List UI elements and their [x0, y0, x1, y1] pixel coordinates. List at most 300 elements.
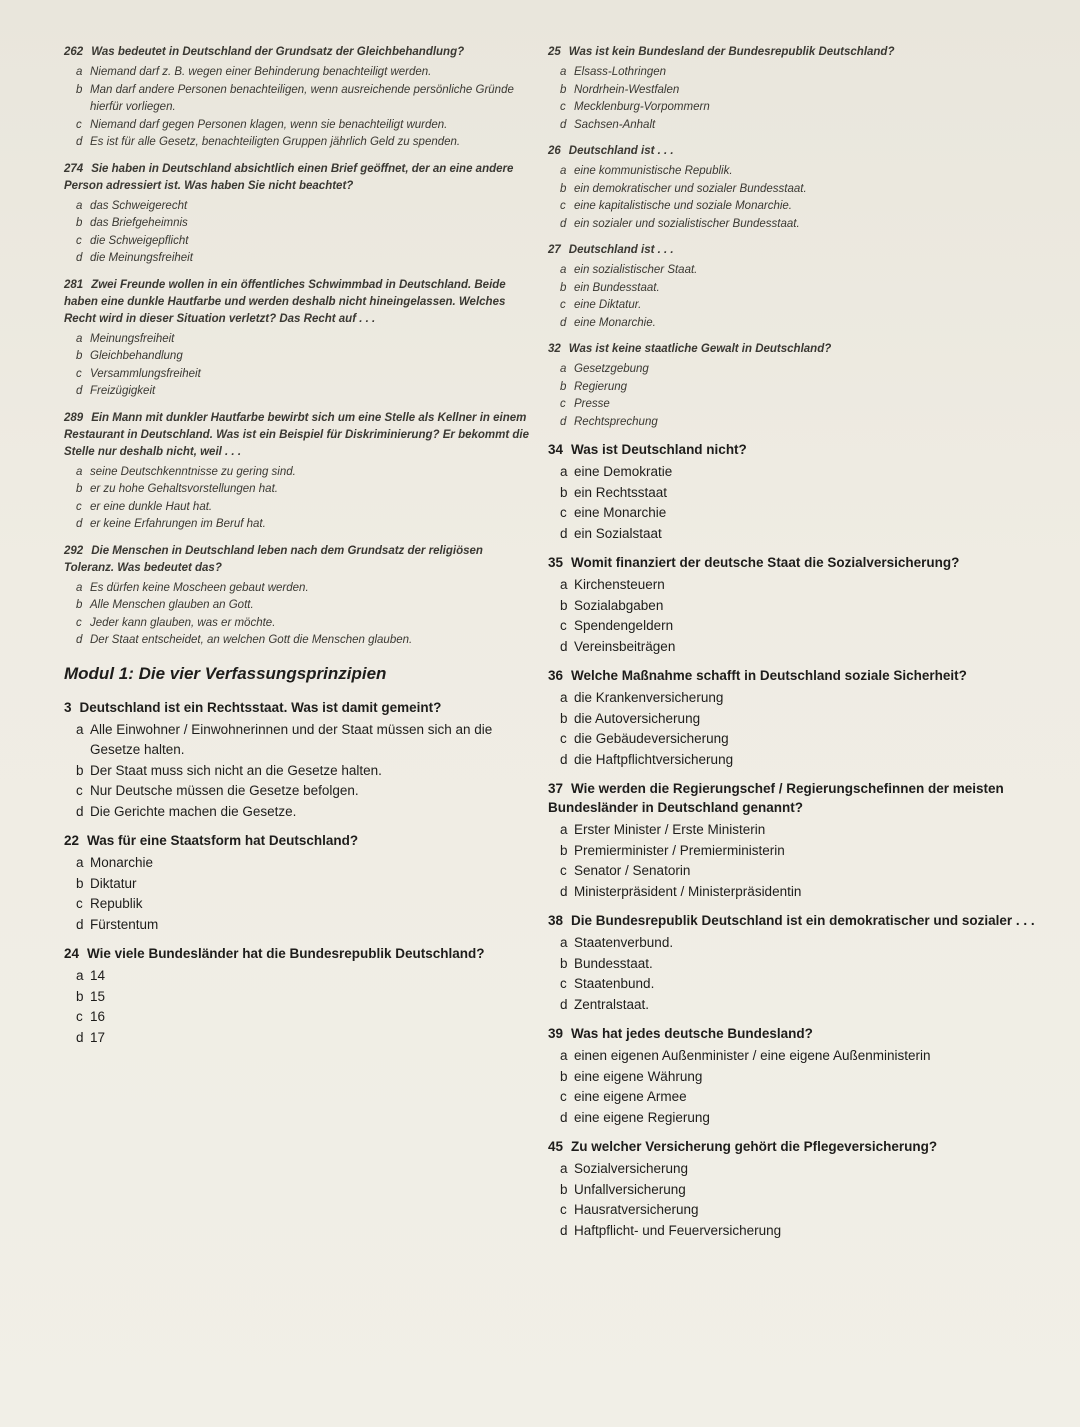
option-text: Haftpflicht- und Feuerversicherung	[574, 1222, 782, 1238]
question-block-38	[548, 911, 1048, 1015]
option-letter: d	[76, 916, 84, 932]
option-text: Republik	[90, 896, 143, 911]
option-text: Zentralstaat.	[574, 996, 650, 1012]
question-label: Deutschland ist . . .	[568, 244, 674, 256]
module-title: Modul 1: Die vier Verfassungsprinzipien	[64, 663, 387, 683]
option-letter: d	[560, 217, 567, 230]
option-letter: c	[560, 101, 566, 113]
question-text	[64, 410, 534, 461]
option-letter: a	[560, 66, 567, 78]
answer-option-d	[560, 637, 1048, 658]
question-label: Zu welcher Versicherung gehört die Pflegeversicherung?	[571, 1139, 938, 1154]
option-text: Gesetzgebung	[574, 363, 649, 375]
question-label: Was bedeutet in Deutschland der Grundsatz der Gleichbehandlung?	[91, 46, 465, 58]
option-letter: c	[76, 118, 82, 131]
option-letter: d	[560, 883, 568, 899]
answer-option-c	[560, 1087, 1048, 1108]
option-letter: c	[76, 1009, 83, 1024]
question-block-36	[548, 666, 1048, 770]
answer-option-b	[76, 987, 534, 1008]
option-letter: a	[560, 690, 568, 705]
option-letter: d	[560, 1222, 568, 1238]
answer-option-b	[560, 596, 1048, 617]
option-letter: c	[560, 1202, 567, 1217]
question-label: Welche Maßnahme schafft in Deutschland soziale Sicherheit?	[571, 668, 967, 683]
answer-option-d	[560, 882, 1048, 903]
option-text: Rechtsprechung	[574, 415, 658, 428]
question-label: Was für eine Staatsform hat Deutschland?	[87, 833, 359, 848]
option-text: die Autoversicherung	[574, 710, 701, 726]
option-letter: a	[76, 332, 83, 345]
option-letter: a	[560, 264, 567, 276]
question-text	[548, 44, 1048, 61]
question-number: 37	[548, 781, 564, 796]
answer-option-c	[76, 117, 534, 135]
question-text	[548, 666, 1048, 685]
answer-option-c	[76, 233, 534, 251]
question-label: Wie viele Bundesländer hat die Bundesrepublik Deutschland?	[87, 946, 485, 961]
option-text: ein sozialer und sozialistischer Bundesstaat.	[574, 217, 800, 230]
question-label: Wie werden die Regierungschef / Regierungschefinnen der meisten Bundesländer in Deutschland genannt?	[548, 781, 1004, 815]
option-text: das Briefgeheimnis	[90, 217, 188, 229]
question-text	[548, 341, 1048, 358]
option-letter: a	[76, 721, 84, 737]
answer-option-b	[560, 280, 1048, 298]
question-block-274	[64, 161, 534, 268]
option-letter: c	[76, 234, 82, 247]
option-letter: a	[76, 199, 83, 212]
right-column	[548, 44, 1048, 1250]
option-letter: a	[560, 165, 567, 177]
answer-option-b	[560, 1180, 1048, 1201]
option-text: eine eigene Regierung	[574, 1109, 710, 1125]
option-letter: a	[560, 363, 567, 375]
question-text	[64, 277, 534, 328]
question-number: 281	[64, 278, 84, 291]
question-number: 35	[548, 555, 564, 570]
answer-option-d	[76, 250, 534, 268]
option-letter: b	[560, 597, 568, 613]
option-letter: b	[76, 83, 83, 96]
option-letter: d	[560, 751, 568, 767]
question-number: 39	[548, 1026, 564, 1041]
option-letter: c	[560, 618, 567, 633]
question-block-292	[64, 543, 534, 650]
question-block-32	[548, 341, 1048, 431]
option-letter: d	[76, 136, 83, 148]
answer-option-b	[560, 954, 1048, 975]
option-letter: b	[560, 955, 568, 971]
answer-option-b	[76, 597, 534, 615]
answer-option-c	[560, 729, 1048, 750]
question-block-25	[548, 44, 1048, 134]
option-letter: b	[76, 875, 84, 891]
question-text	[548, 553, 1048, 572]
answer-option-c	[76, 894, 534, 915]
option-text: Versammlungsfreiheit	[90, 367, 201, 380]
answer-option-c	[560, 99, 1048, 117]
option-text: Ministerpräsident / Ministerpräsidentin	[574, 883, 802, 899]
option-text: Der Staat entscheidet, an welchen Gott die Menschen glauben.	[90, 634, 413, 646]
option-text: Mecklenburg-Vorpommern	[574, 101, 710, 113]
answer-option-d	[76, 134, 534, 152]
option-text: Man darf andere Personen benachteiligen, wenn ausreichende persönliche Gründe hierfür vorliegen.	[90, 83, 514, 113]
answer-option-a	[560, 361, 1048, 379]
option-text: Niemand darf z. B. wegen einer Behinderung benachteiligt werden.	[90, 66, 432, 78]
question-number: 25	[548, 46, 561, 58]
question-text	[548, 911, 1048, 930]
answer-option-d	[560, 117, 1048, 135]
answer-option-c	[560, 1200, 1048, 1221]
option-letter: a	[76, 465, 83, 478]
question-block-24	[64, 944, 534, 1048]
option-letter: d	[560, 415, 567, 428]
question-block-37	[548, 779, 1048, 902]
option-text: Senator / Senatorin	[574, 863, 691, 878]
question-label: Ein Mann mit dunkler Hautfarbe bewirbt sich um eine Stelle als Kellner in einem Restaurant in Deutschland. Was ist ein Beispiel für Diskriminierung? Er bekommt die Stelle nur deshalb nicht, weil . . .	[64, 411, 530, 458]
question-number: 292	[64, 544, 84, 557]
option-letter: c	[560, 299, 566, 311]
question-label: Die Menschen in Deutschland leben nach dem Grundsatz der religiösen Toleranz. Was bedeutet das?	[64, 544, 483, 574]
answer-option-c	[560, 616, 1048, 637]
question-block-281	[64, 277, 534, 401]
answer-option-d	[76, 802, 534, 823]
option-text: Vereinsbeiträgen	[574, 638, 676, 654]
option-text: Es ist für alle Gesetz, benachteiligten Gruppen jährlich Geld zu spenden.	[90, 136, 461, 148]
option-letter: d	[76, 518, 83, 530]
answer-option-a	[76, 464, 534, 482]
option-letter: a	[76, 581, 83, 594]
option-text: eine Monarchie.	[574, 316, 656, 329]
option-letter: d	[76, 634, 83, 646]
option-text: eine eigene Armee	[574, 1089, 687, 1104]
option-text: 17	[90, 1029, 106, 1045]
answer-option-b	[560, 483, 1048, 504]
option-text: Jeder kann glauben, was er möchte.	[90, 616, 276, 629]
option-text: ein Rechtsstaat	[574, 484, 668, 500]
question-block-289	[64, 410, 534, 534]
answer-option-a	[76, 64, 534, 82]
answer-option-c	[560, 297, 1048, 315]
option-text: 15	[90, 988, 106, 1004]
question-label: Deutschland ist . . .	[568, 145, 674, 157]
answer-option-a	[560, 1159, 1048, 1180]
answer-option-d	[76, 516, 534, 534]
option-letter: a	[76, 855, 84, 870]
option-text: Presse	[574, 398, 610, 410]
option-letter: b	[76, 988, 84, 1004]
option-text: Sozialversicherung	[574, 1161, 689, 1176]
option-letter: c	[76, 616, 82, 629]
option-letter: d	[560, 996, 568, 1012]
option-text: die Schweigepflicht	[90, 234, 189, 247]
option-letter: d	[76, 803, 84, 819]
answer-option-b	[76, 481, 534, 499]
answer-option-a	[560, 163, 1048, 181]
option-text: ein demokratischer und sozialer Bundesstaat.	[574, 182, 807, 195]
option-letter: c	[76, 783, 83, 798]
option-text: Spendengeldern	[574, 618, 674, 633]
answer-option-a	[560, 64, 1048, 82]
option-letter: a	[560, 1048, 568, 1063]
question-label: Womit finanziert der deutsche Staat die Sozialversicherung?	[571, 555, 960, 570]
question-label: Was ist kein Bundesland der Bundesrepublik Deutschland?	[568, 46, 895, 58]
question-number: 32	[548, 343, 561, 355]
question-label: Die Bundesrepublik Deutschland ist ein demokratischer und sozialer . . .	[571, 913, 1035, 928]
option-text: Nordrhein-Westfalen	[574, 83, 680, 96]
answer-option-a	[76, 720, 534, 761]
answer-option-b	[76, 215, 534, 233]
option-text: Alle Einwohner / Einwohnerinnen und der Staat müssen sich an die Gesetze halten.	[90, 721, 493, 757]
answer-option-d	[560, 1108, 1048, 1129]
option-letter: a	[76, 968, 84, 983]
option-letter: b	[76, 599, 83, 611]
option-text: einen eigenen Außenminister / eine eigene Außenministerin	[574, 1048, 931, 1063]
answer-option-a	[76, 853, 534, 874]
question-number: 289	[64, 411, 84, 424]
question-number: 27	[548, 244, 561, 256]
question-label: Sie haben in Deutschland absichtlich einen Brief geöffnet, der an eine andere Person adressiert ist. Was haben Sie nicht beachtet?	[64, 162, 514, 192]
option-text: Staatenbund.	[574, 976, 655, 991]
answer-option-a	[560, 575, 1048, 596]
option-text: er zu hohe Gehaltsvorstellungen hat.	[90, 483, 278, 495]
option-letter: a	[560, 577, 568, 592]
answer-option-a	[560, 820, 1048, 841]
answer-option-c	[76, 615, 534, 633]
question-number: 45	[548, 1139, 564, 1154]
option-text: eine Monarchie	[574, 505, 667, 520]
answer-option-d	[560, 1221, 1048, 1242]
option-letter: d	[76, 1029, 84, 1045]
answer-option-a	[560, 688, 1048, 709]
option-letter: d	[76, 252, 83, 264]
option-text: 14	[90, 968, 106, 983]
answer-option-a	[76, 966, 534, 987]
question-number: 262	[64, 46, 84, 58]
answer-option-c	[560, 198, 1048, 216]
question-number: 274	[64, 162, 84, 175]
answer-option-c	[76, 499, 534, 517]
option-text: Hausratversicherung	[574, 1202, 699, 1217]
option-text: Kirchensteuern	[574, 577, 665, 592]
question-block-35	[548, 553, 1048, 657]
answer-option-b	[560, 82, 1048, 100]
option-text: Meinungsfreiheit	[90, 332, 175, 345]
question-text	[64, 944, 534, 963]
question-text	[64, 543, 534, 577]
question-text	[548, 1024, 1048, 1043]
option-text: ein Sozialstaat	[574, 525, 662, 541]
option-letter: a	[76, 66, 83, 78]
option-text: Regierung	[574, 380, 628, 393]
answer-option-d	[560, 750, 1048, 771]
question-text	[548, 242, 1048, 259]
option-text: die Krankenversicherung	[574, 690, 724, 705]
option-letter: b	[560, 83, 567, 96]
question-block-27	[548, 242, 1048, 332]
option-letter: d	[76, 385, 83, 397]
question-label: Deutschland ist ein Rechtsstaat. Was ist damit gemeint?	[79, 699, 442, 715]
answer-option-c	[560, 396, 1048, 414]
option-letter: a	[560, 935, 568, 950]
answer-option-d	[560, 315, 1048, 333]
answer-option-a	[560, 462, 1048, 483]
option-text: eine eigene Währung	[574, 1068, 703, 1084]
option-letter: b	[560, 842, 568, 858]
option-letter: b	[560, 182, 567, 195]
question-block-26	[548, 143, 1048, 233]
option-text: Elsass-Lothringen	[574, 66, 667, 78]
answer-option-a	[76, 198, 534, 216]
option-text: Diktatur	[90, 875, 137, 891]
option-letter: d	[560, 118, 567, 131]
option-text: die Haftpflichtversicherung	[574, 751, 734, 767]
question-number: 36	[548, 668, 564, 683]
option-text: Der Staat muss sich nicht an die Gesetze halten.	[90, 762, 382, 778]
question-text	[64, 698, 534, 717]
question-number: 38	[548, 913, 564, 928]
answer-option-b	[76, 82, 534, 117]
option-text: er keine Erfahrungen im Beruf hat.	[90, 518, 266, 530]
option-letter: b	[560, 380, 567, 393]
question-block-34	[548, 440, 1048, 544]
answer-option-c	[560, 503, 1048, 524]
answer-option-b	[560, 181, 1048, 199]
answer-option-c	[76, 366, 534, 384]
option-text: die Meinungsfreiheit	[90, 252, 193, 264]
option-text: eine Demokratie	[574, 464, 673, 479]
option-text: Alle Menschen glauben an Gott.	[90, 599, 254, 611]
option-text: Fürstentum	[90, 916, 159, 932]
question-number: 24	[64, 946, 80, 961]
option-text: die Gebäudeversicherung	[574, 731, 729, 746]
option-letter: d	[560, 525, 568, 541]
option-text: Sachsen-Anhalt	[574, 118, 656, 131]
answer-option-d	[76, 915, 534, 936]
question-label: Zwei Freunde wollen in ein öffentliches Schwimmbad in Deutschland. Beide haben eine dunkle Hautfarbe und werden deshalb nicht hineingelassen. Welches Recht wird in dieser Situation verletzt? Das Recht auf . . .	[64, 278, 506, 325]
option-text: Sozialabgaben	[574, 597, 664, 613]
answer-option-d	[560, 216, 1048, 234]
question-text	[548, 779, 1048, 817]
option-letter: d	[560, 638, 568, 654]
option-letter: b	[560, 281, 567, 294]
question-text	[548, 143, 1048, 160]
option-text: Erster Minister / Erste Ministerin	[574, 822, 766, 837]
option-text: ein Bundesstaat.	[574, 281, 660, 294]
option-text: er eine dunkle Haut hat.	[90, 500, 213, 513]
option-letter: c	[560, 863, 567, 878]
answer-option-b	[560, 379, 1048, 397]
option-text: Nur Deutsche müssen die Gesetze befolgen.	[90, 783, 359, 798]
answer-option-d	[76, 632, 534, 650]
option-letter: b	[76, 483, 83, 495]
question-label: Was ist Deutschland nicht?	[571, 442, 747, 457]
option-letter: b	[76, 350, 83, 362]
answer-option-a	[560, 1046, 1048, 1067]
option-letter: c	[76, 896, 83, 911]
answer-option-b	[560, 1067, 1048, 1088]
option-letter: b	[560, 1181, 568, 1197]
question-block-22	[64, 831, 534, 935]
answer-option-b	[76, 874, 534, 895]
option-text: Niemand darf gegen Personen klagen, wenn sie benachteiligt wurden.	[90, 118, 448, 131]
question-number: 3	[64, 699, 72, 715]
option-text: Die Gerichte machen die Gesetze.	[90, 803, 297, 819]
answer-option-c	[560, 861, 1048, 882]
option-text: Freizügigkeit	[90, 385, 156, 397]
answer-option-c	[76, 781, 534, 802]
option-letter: b	[560, 484, 568, 500]
option-letter: c	[560, 731, 567, 746]
answer-option-d	[76, 383, 534, 401]
option-text: Premierminister / Premierministerin	[574, 842, 785, 858]
question-text	[64, 44, 534, 61]
question-label: Was ist keine staatliche Gewalt in Deutschland?	[568, 343, 832, 355]
question-label: Was hat jedes deutsche Bundesland?	[571, 1026, 813, 1041]
answer-option-c	[560, 974, 1048, 995]
question-block-45	[548, 1137, 1048, 1241]
answer-option-a	[76, 331, 534, 349]
answer-option-d	[560, 995, 1048, 1016]
answer-option-b	[76, 761, 534, 782]
question-text	[64, 161, 534, 195]
answer-option-b	[76, 348, 534, 366]
question-text	[548, 1137, 1048, 1156]
option-text: Monarchie	[90, 855, 154, 870]
option-letter: a	[560, 1161, 568, 1176]
option-text: 16	[90, 1009, 106, 1024]
option-letter: c	[560, 398, 566, 410]
option-letter: c	[560, 505, 567, 520]
option-text: ein sozialistischer Staat.	[574, 264, 698, 276]
answer-option-b	[560, 709, 1048, 730]
answer-option-d	[560, 414, 1048, 432]
option-text: eine kommunistische Republik.	[574, 165, 733, 177]
answer-option-a	[560, 262, 1048, 280]
option-letter: c	[76, 500, 82, 513]
option-letter: c	[560, 976, 567, 991]
option-letter: a	[560, 464, 568, 479]
option-letter: b	[76, 762, 84, 778]
answer-option-d	[560, 524, 1048, 545]
option-letter: b	[560, 1068, 568, 1084]
option-letter: c	[560, 200, 566, 212]
question-text	[64, 831, 534, 850]
option-text: seine Deutschkenntnisse zu gering sind.	[90, 465, 296, 478]
question-text	[548, 440, 1048, 459]
option-letter: a	[560, 822, 568, 837]
question-number: 22	[64, 833, 80, 848]
option-text: Gleichbehandlung	[90, 350, 183, 362]
left-column	[64, 44, 534, 1057]
option-letter: b	[560, 710, 568, 726]
option-letter: c	[76, 367, 82, 380]
answer-option-c	[76, 1007, 534, 1028]
option-text: Bundesstaat.	[574, 955, 653, 971]
question-block-39	[548, 1024, 1048, 1128]
answer-option-d	[76, 1028, 534, 1049]
answer-option-a	[76, 580, 534, 598]
option-letter: b	[76, 217, 83, 229]
option-text: eine kapitalistische und soziale Monarchie.	[574, 200, 792, 212]
answer-option-b	[560, 841, 1048, 862]
option-text: Staatenverbund.	[574, 935, 674, 950]
question-block-3	[64, 698, 534, 823]
option-letter: d	[560, 316, 567, 329]
option-text: eine Diktatur.	[574, 299, 642, 311]
option-letter: c	[560, 1089, 567, 1104]
option-text: das Schweigerecht	[90, 199, 188, 212]
